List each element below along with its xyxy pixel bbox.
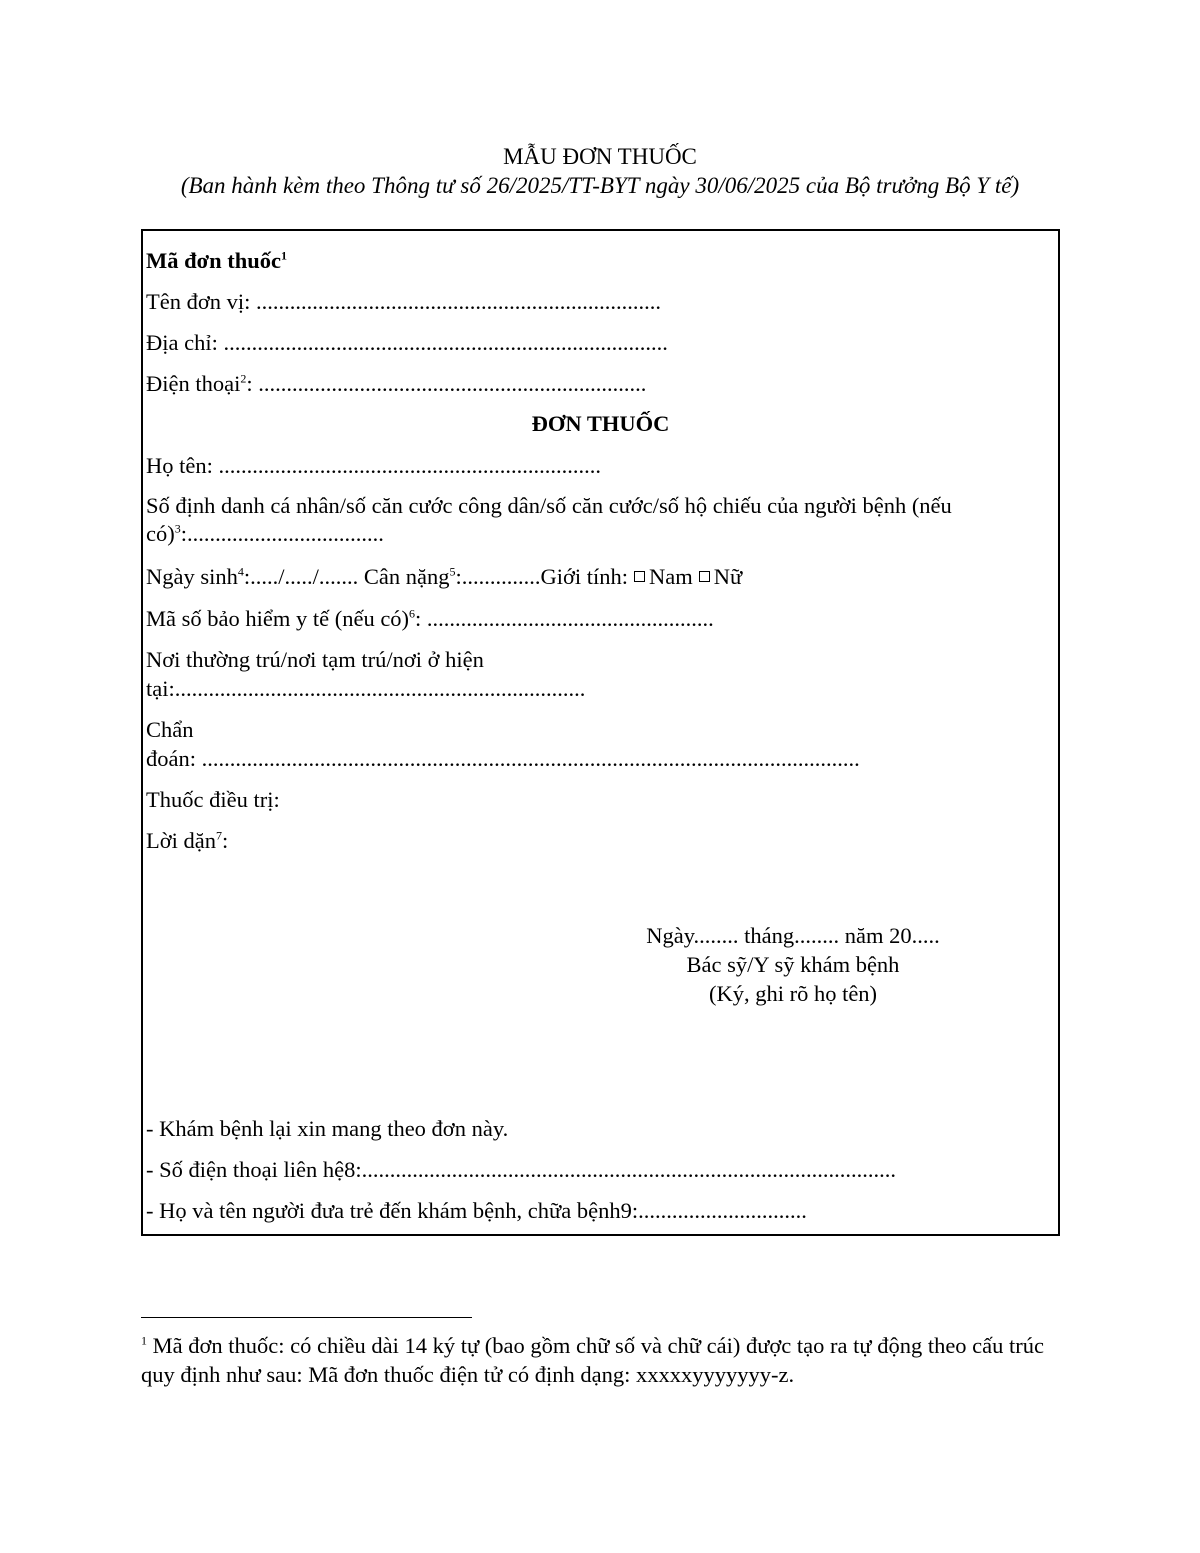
guardian-name-field[interactable]: - Họ và tên người đưa trẻ đến khám bệnh, chữa bệnh9:.............................. bbox=[146, 1198, 807, 1223]
contact-phone-field[interactable]: - Số điện thoại liên hệ8:............................................................................................... bbox=[146, 1157, 896, 1182]
footnote-text: Mã đơn thuốc: có chiều dài 14 ký tự (bao gồm chữ số và chữ cái) được tạo ra tự động theo cấu trúc quy định như sau: Mã đơn thuốc điện tử có định dạng: xxxxxyyyyyyy-z. bbox=[141, 1333, 1045, 1387]
footnote-number: 1 bbox=[141, 1333, 147, 1348]
section-title: ĐƠN THUỐC bbox=[531, 411, 670, 436]
footnote bbox=[141, 1331, 1061, 1389]
gender-male-checkbox[interactable] bbox=[634, 571, 645, 582]
residence-field[interactable]: tại:......................................................................... bbox=[146, 676, 586, 701]
full-name-field[interactable]: Họ tên: .................................................................... bbox=[146, 453, 601, 478]
diagnosis-label: Chẩn bbox=[146, 717, 194, 742]
gender-female-label: Nữ bbox=[713, 564, 743, 589]
phone-field[interactable]: Điện thoại$^2$: ..................................................................... bbox=[146, 371, 647, 396]
address-field[interactable]: Địa chỉ: ............................................................................... bbox=[146, 330, 668, 355]
footnote-divider bbox=[141, 1317, 472, 1318]
gender-female-checkbox[interactable] bbox=[699, 571, 710, 582]
medicine-label: Thuốc điều trị: bbox=[146, 787, 280, 812]
page-title: MẪU ĐƠN THUỐC bbox=[503, 144, 697, 169]
advice-label: Lời dặn$^7$: bbox=[146, 828, 229, 853]
prescription-form bbox=[141, 229, 1060, 1236]
revisit-note: - Khám bệnh lại xin mang theo đơn này. bbox=[146, 1116, 509, 1141]
residence-label: Nơi thường trú/nơi tạm trú/nơi ở hiện bbox=[146, 647, 484, 672]
gender-male-label: Nam bbox=[649, 564, 693, 589]
id-number-label: Số định danh cá nhân/số căn cước công dân/số căn cước/số hộ chiếu của người bệnh (nếu bbox=[146, 493, 952, 518]
diagnosis-field[interactable]: đoán: ..................................................................................................................... bbox=[146, 746, 860, 771]
weight-field[interactable]: :...../...../....... Cân nặng$^5$:..............Giới tính: bbox=[243, 564, 629, 589]
prescription-code-label: Mã đơn thuốc$^1$ bbox=[146, 248, 287, 273]
signature-date: Ngày........ tháng........ năm 20..... bbox=[646, 923, 940, 948]
insurance-field[interactable]: Mã số bảo hiểm y tế (nếu có)$^6$: ................................................... bbox=[146, 606, 714, 631]
signature-role: Bác sỹ/Y sỹ khám bệnh bbox=[686, 952, 900, 977]
page-subtitle: (Ban hành kèm theo Thông tư số 26/2025/TT-BYT ngày 30/06/2025 của Bộ trưởng Bộ Y tế) bbox=[180, 173, 1020, 198]
id-number-field[interactable]: có)$^3$:................................... bbox=[146, 521, 384, 546]
unit-name-field[interactable]: Tên đơn vị: ........................................................................ bbox=[146, 289, 662, 314]
birth-weight-gender-row bbox=[146, 564, 742, 590]
birth-date-field[interactable]: Ngày $\sinh^4$ bbox=[146, 564, 244, 589]
signature-instruction: (Ký, ghi rõ họ tên) bbox=[708, 981, 878, 1006]
